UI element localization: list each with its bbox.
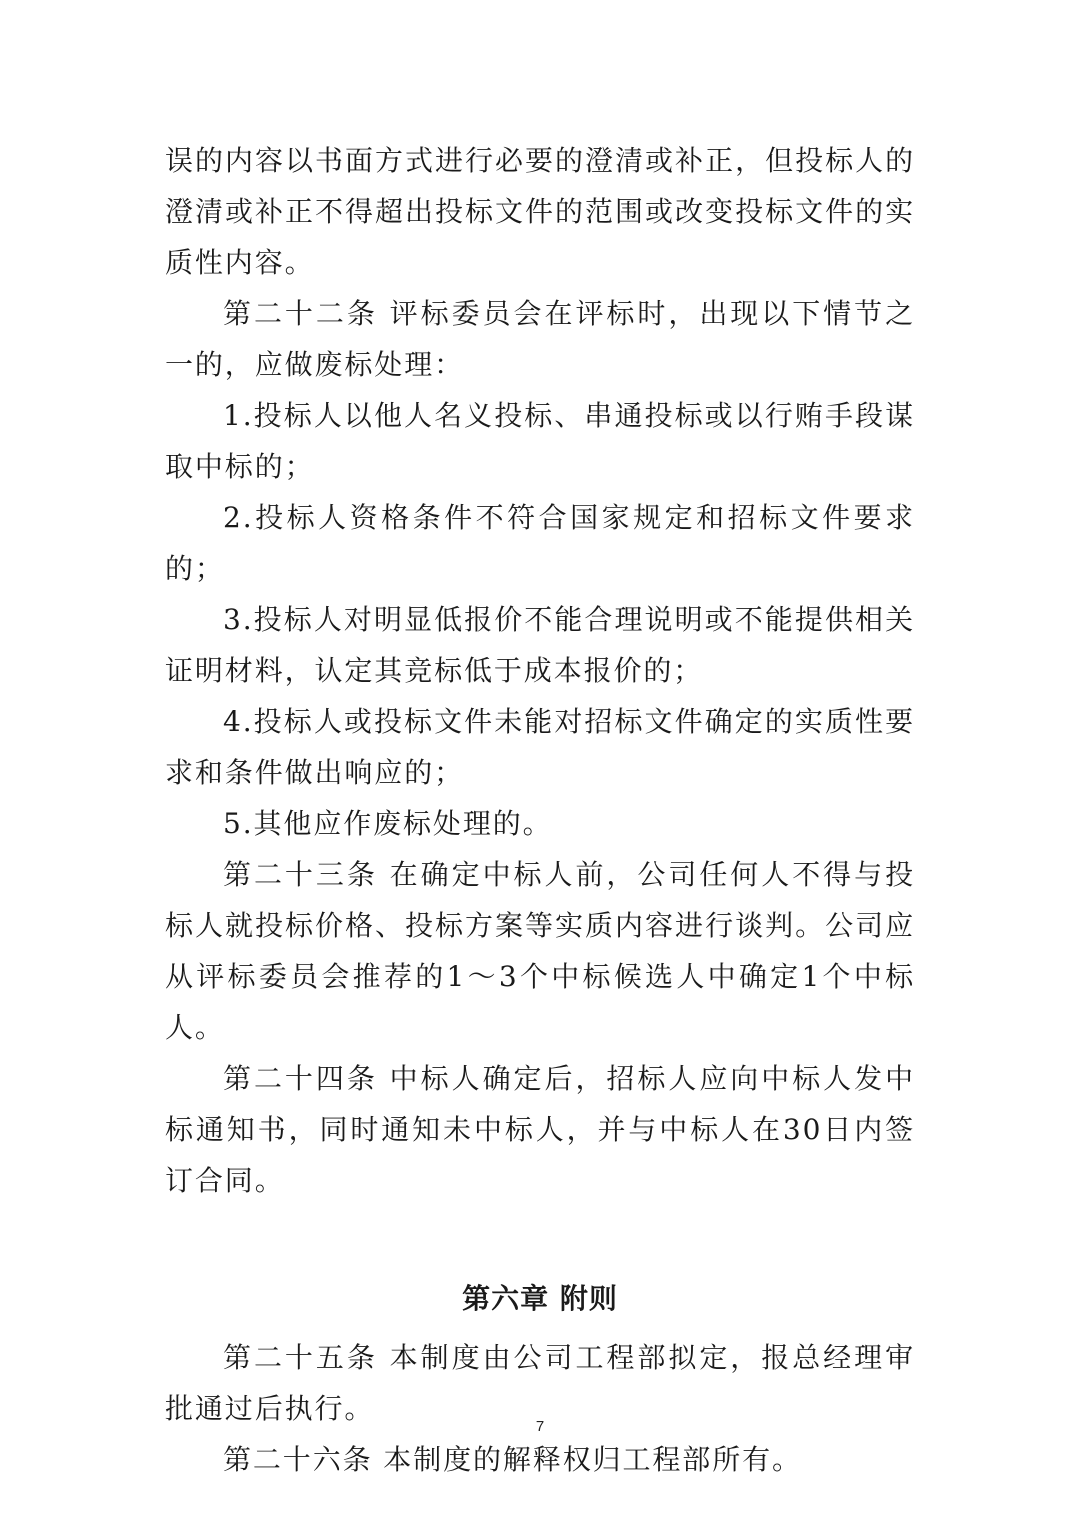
list-item: 4.投标人或投标文件未能对招标文件确定的实质性要求和条件做出响应的； bbox=[165, 705, 915, 789]
list-item: 1.投标人以他人名义投标、串通投标或以行贿手段谋取中标的； bbox=[165, 399, 915, 483]
list-item: 2.投标人资格条件不符合国家规定和招标文件要求的； bbox=[165, 501, 915, 585]
document-page bbox=[165, 135, 915, 1485]
page-number: 7 bbox=[535, 1418, 545, 1435]
article-22-paragraph: 第二十二条 评标委员会在评标时，出现以下情节之一的，应做废标处理： bbox=[165, 297, 915, 381]
paragraph: 误的内容以书面方式进行必要的澄清或补正，但投标人的澄清或补正不得超出投标文件的范围或改变投标文件的实质性内容。 bbox=[165, 144, 915, 279]
list-item: 3.投标人对明显低报价不能合理说明或不能提供相关证明材料，认定其竞标低于成本报价的； bbox=[165, 603, 915, 687]
article-25-paragraph: 第二十五条 本制度由公司工程部拟定，报总经理审批通过后执行。 bbox=[165, 1341, 915, 1425]
list-item: 5.其他应作废标处理的。 bbox=[223, 807, 553, 840]
article-24-paragraph: 第二十四条 中标人确定后，招标人应向中标人发中标通知书，同时通知未中标人，并与中标人在30日内签订合同。 bbox=[165, 1062, 915, 1197]
article-26-paragraph: 第二十六条 本制度的解释权归工程部所有。 bbox=[223, 1443, 802, 1476]
chapter-title: 第六章 附则 bbox=[462, 1282, 618, 1315]
article-23-paragraph: 第二十三条 在确定中标人前，公司任何人不得与投标人就投标价格、投标方案等实质内容进行谈判。公司应从评标委员会推荐的1～3个中标候选人中确定1个中标人。 bbox=[165, 858, 915, 1044]
